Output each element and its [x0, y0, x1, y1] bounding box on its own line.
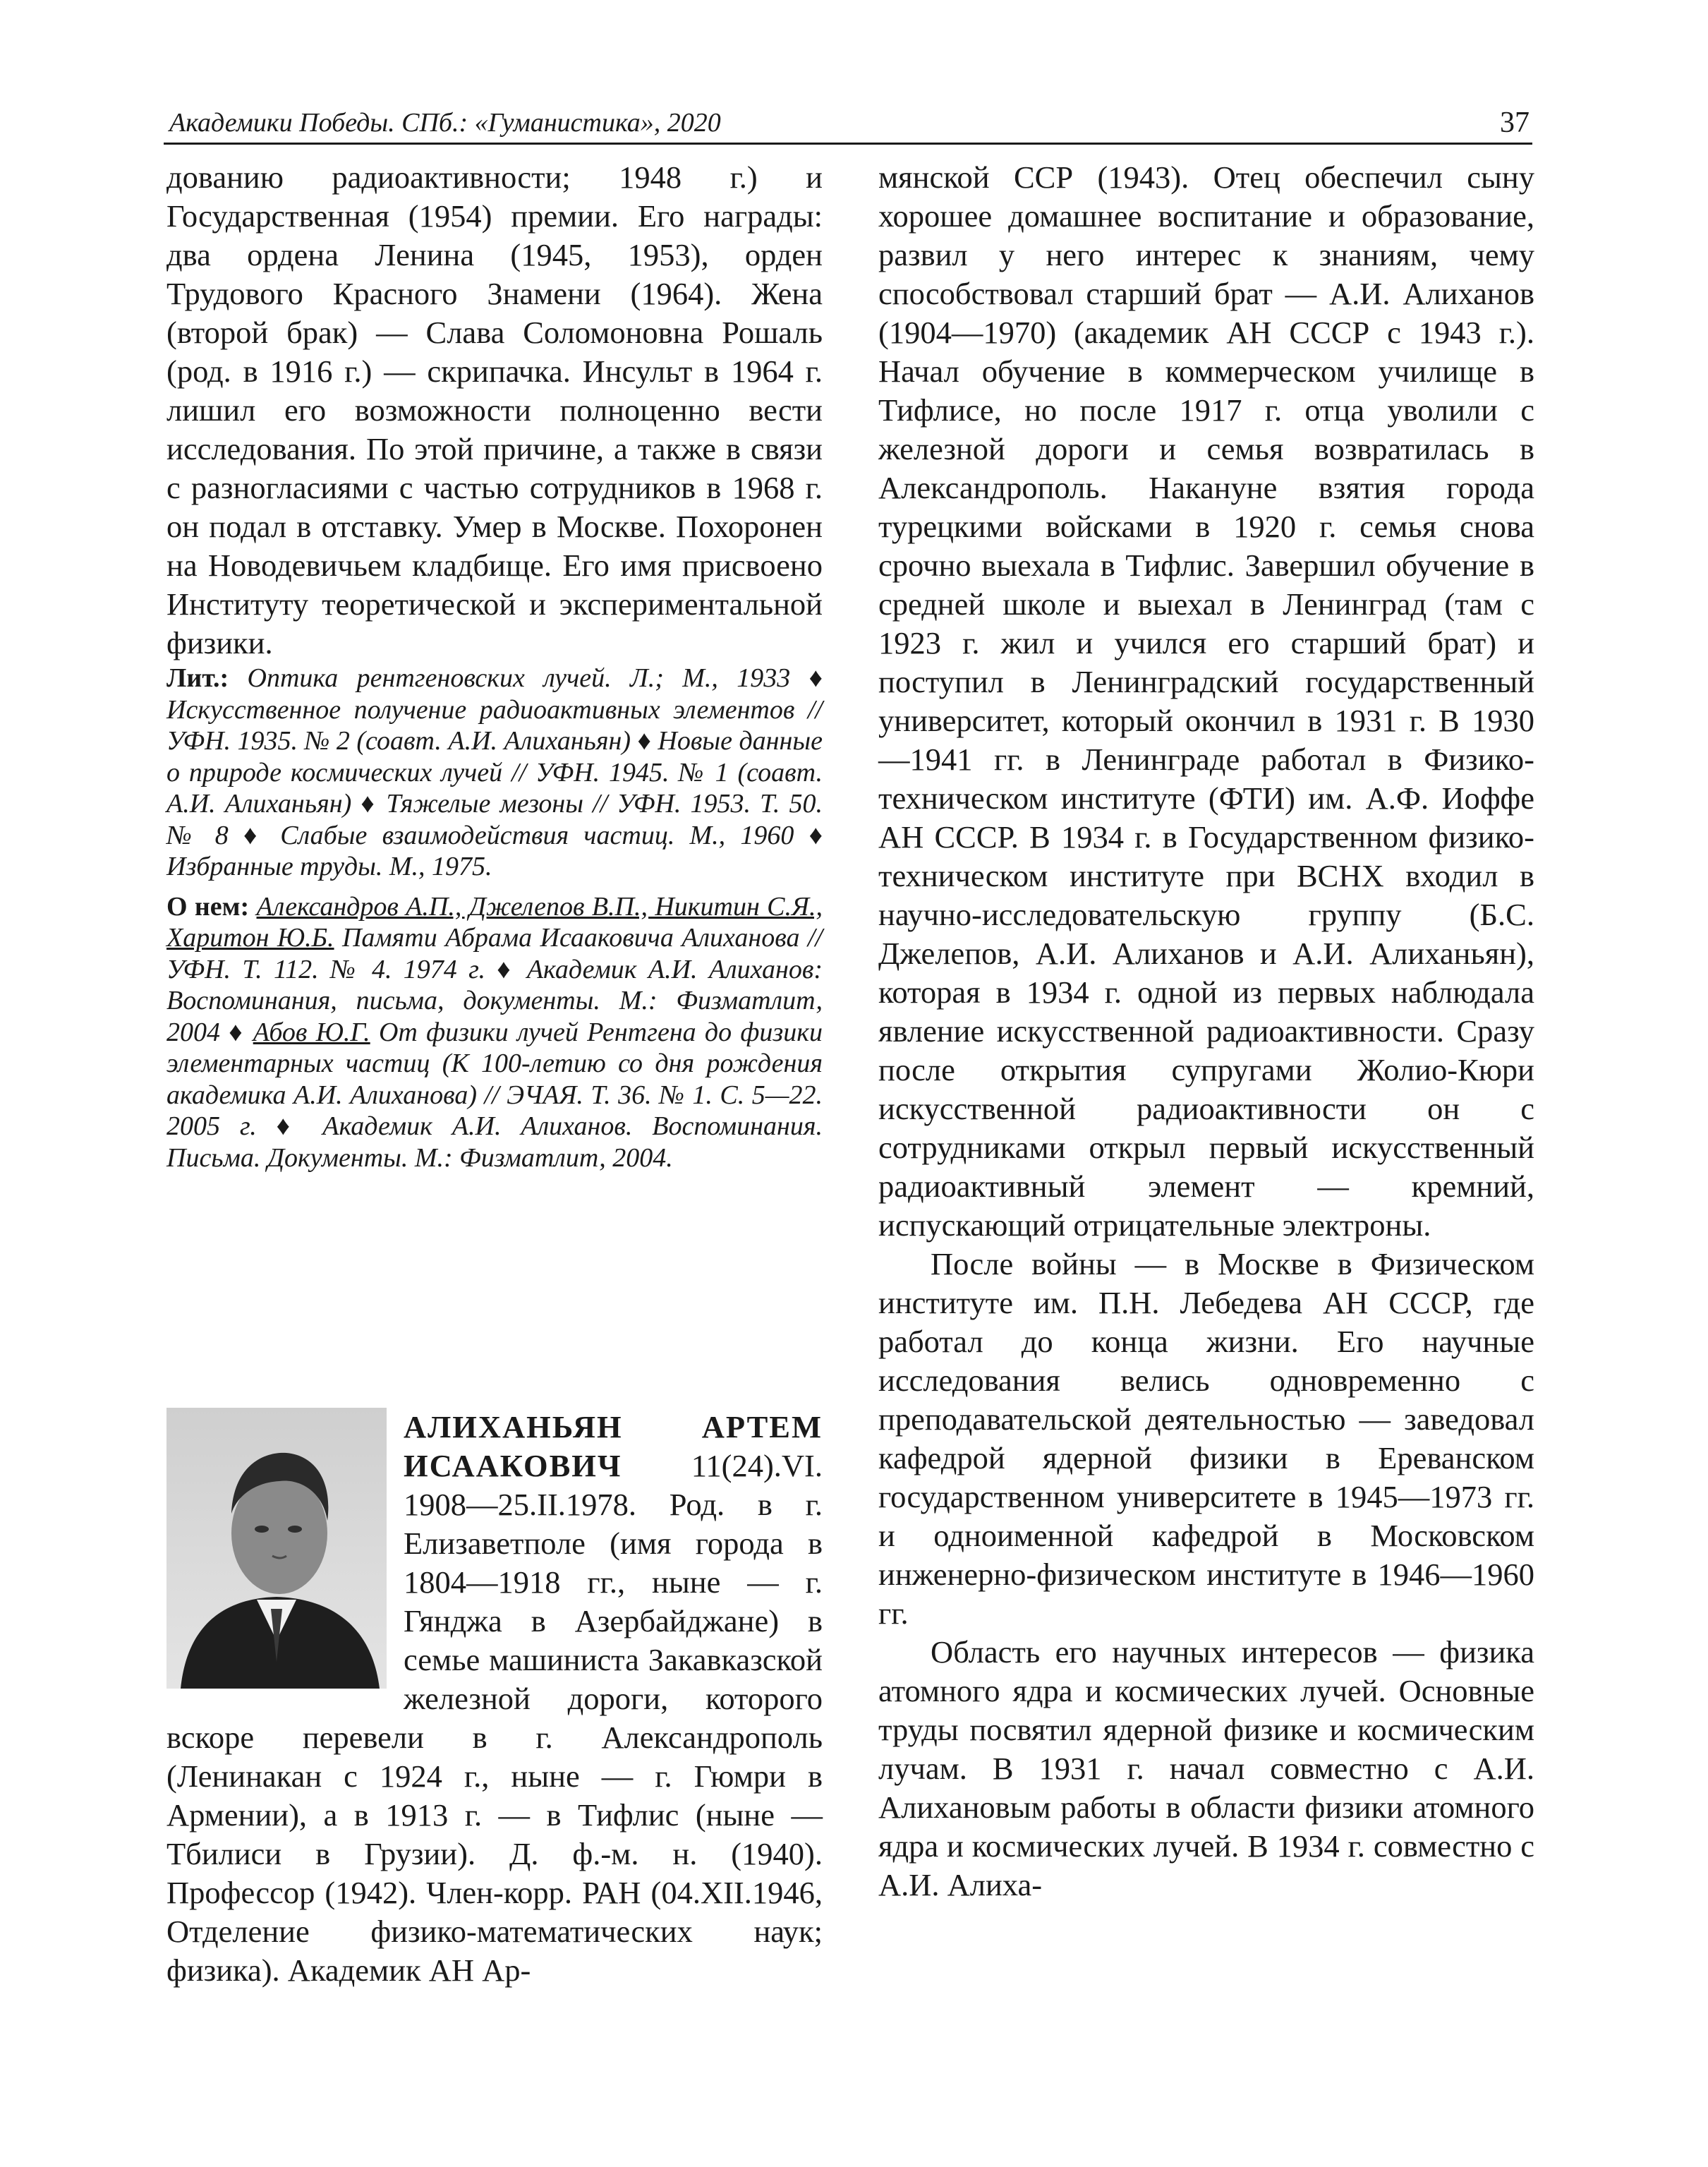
biography-name: АЛИХАНЬЯН АРТЕМ ИСААКОВИЧ	[404, 1409, 823, 1483]
literature-text: Оптика рентгеновских лучей. Л.; М., 1933 ♦ Искусственное получение радиоактивных элементов // УФН. 1935. № 2 (соавт. А.И. Алиханьян) ♦ Новые данные о природе космических лучей // УФН. 1945. № 1 (соавт. А.И. Алиханьян) ♦ Тяжелые мезоны // УФН. 1953. Т. 50. № 8 ♦ Слабые взаимодействия частиц. М., 1960 ♦ Избранные труды. М., 1975.	[166, 663, 823, 881]
about-text-2: От физики лучей Рентгена до физики элементарных частиц (К 100-летию со дня рождения академика А.И. Алиханова) // ЭЧАЯ. Т. 36. № 1. С. 5—22. 2005 г. ♦ Академик А.И. Алиханов. Воспоминания. Письма. Документы. М.: Физматлит, 2004.	[166, 1017, 823, 1173]
right-paragraph-1: мянской ССР (1943). Отец обеспечил сыну хорошее домашнее воспитание и образование, развил у него интерес к знаниям, чему способствовал старший брат — А.И. Алиханов (1904—1970) (академик АН СССР с 1943 г.). Начал обучение в коммерческом училище в Тифлисе, но после 1917 г. отца уволили с железной дороги и семья возвратилась в Александрополь. Накануне взятия города турецкими войсками в 1920 г. семья снова срочно выехала в Тифлис. Завершил обучение в средней школе и выехал в Ленинград (там с 1923 г. жил и учился его старший брат) и поступил в Ленинградский государственный университет, который окончил в 1931 г. В 1930—1941 гг. в Ленинграде работал в Физико-техническом институте (ФТИ) им. А.Ф. Иоффе АН СССР. В 1934 г. в Государственном физико-техническом институте при ВСНХ входил в научно-исследовательскую группу (Б.С. Джелепов, А.И. Алиханов и А.И. Алиханьян), которая в 1934 г. одной из первых наблюдала явление искусственной радиоактивности. Сразу после открытия супругами Жолио-Кюри искусственной радиоактивности он с сотрудниками открыл первый искусственный радиоактивный элемент — кремний, испускающий отрицательные электроны.	[878, 159, 1534, 1243]
page-number: 37	[1500, 107, 1530, 139]
about-authors-1: Александров А.П., Джелепов В.П., Никитин С.Я., Харитон Ю.Б.	[166, 891, 823, 953]
about-block	[166, 891, 823, 1174]
about-text-1: Памяти Абрама Исааковича Алиханова // УФН. Т. 112. № 4. 1974 г. ♦ Академик А.И. Алиханов: Воспоминания, письма, документы. М.: Физматлит, 2004 ♦	[166, 923, 823, 1047]
biography-entry	[166, 1408, 823, 1990]
literature-block	[166, 663, 823, 883]
portrait-photo	[166, 1408, 387, 1689]
right-column	[878, 158, 1534, 1905]
running-title: Академики Победы. СПб.: «Гуманистика», 2020	[169, 108, 721, 138]
running-header	[164, 103, 1532, 145]
literature-label: Лит.:	[166, 663, 229, 693]
left-column	[166, 158, 823, 1173]
left-main-text: дованию радиоактивности; 1948 г.) и Государственная (1954) премии. Его награды: два ордена Ленина (1945, 1953), орден Трудового Красного Знамени (1964). Жена (второй брак) — Слава Соломоновна Рошаль (род. в 1916 г.) — скрипачка. Инсульт в 1964 г. лишил его возможности полноценно вести исследования. По этой причине, а также в связи с разногласиями с частью сотрудников в 1968 г. он подал в отставку. Умер в Москве. Похоронен на Новодевичьем кладбище. Его имя присвоено Институту теоретической и экспериментальной физики.	[166, 159, 823, 660]
right-paragraph-2: После войны — в Москве в Физическом институте им. П.Н. Лебедева АН СССР, где работал до конца жизни. Его научные исследования велись одновременно с преподавательской деятельностью — заведовал кафедрой ядерной физики в Ереванском государственном университете в 1945—1973 гг. и одноименной кафедрой в Московском инженерно-физическом институте в 1946—1960 гг.	[878, 1246, 1534, 1631]
about-label: О нем:	[166, 891, 250, 922]
about-authors-2: Абов Ю.Г.	[253, 1017, 370, 1047]
biography-body: 11(24).VI. 1908—25.II.1978. Род. в г. Елизаветполе (имя города в 1804—1918 гг., ныне — г. Гянджа в Азербайджане) в семье машиниста Закавказской железной дороги, которого вскоре перевели в г. Александрополь (Ленинакан с 1924 г., ныне — г. Гюмри в Армении), а в 1913 г. — в Тифлис (ныне — Тбилиси в Грузии). Д. ф.-м. н. (1940). Профессор (1942). Член-корр. РАН (04.XII.1946, Отделение физико-математических наук; физика). Академик АН Ар-	[166, 1448, 823, 1988]
right-paragraph-3: Область его научных интересов — физика атомного ядра и космических лучей. Основные труды посвятил ядерной физике и космическим лучам. В 1931 г. начал совместно с А.И. Алихановым работы в области физики атомного ядра и космических лучей. В 1934 г. совместно с А.И. Алиха-	[878, 1634, 1534, 1902]
